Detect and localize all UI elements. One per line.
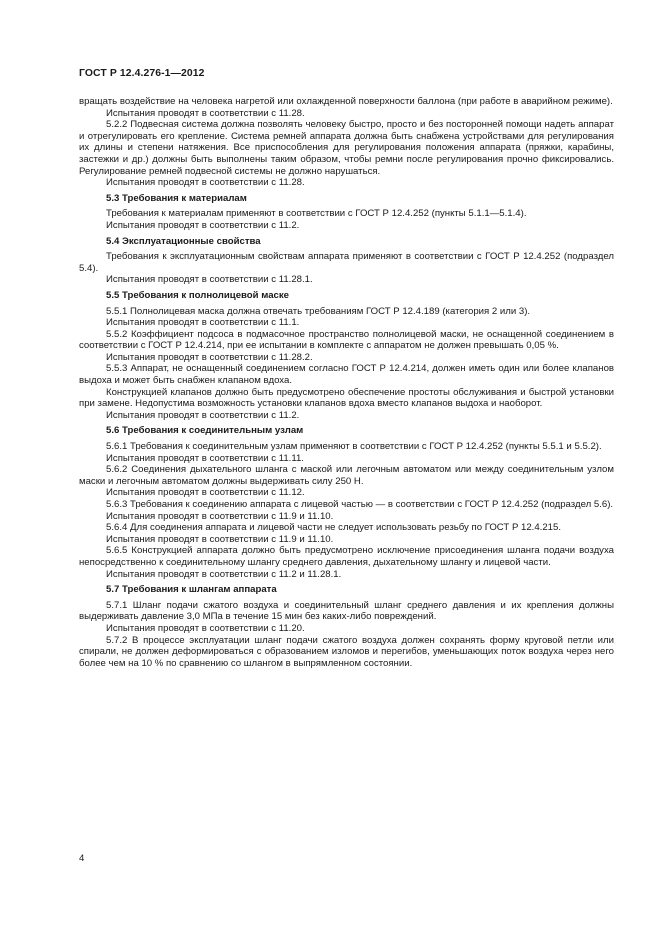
paragraph: 5.6.5 Конструкцией аппарата должно быть предусмотрено исключение присоединения шланга подачи воздуха непосредственно к соединительному шлангу среднего давления, дыхательному шлангу и лицевой части. [79,545,614,568]
section-heading: 5.3 Требования к материалам [106,192,247,204]
paragraph: 5.5.2 Коэффициент подсоса в подмасочное пространство полнолицевой маски, не оснащенной соединением в соответствии с ГОСТ Р 12.4.214, при ее испытании в комплекте с аппаратом не должен превышать 0,05 %. [79,328,614,352]
paragraph: Испытания проводят в соответствии с 11.2. [106,219,300,231]
paragraph: Испытания проводят в соответствии с 11.1. [106,317,300,329]
paragraph: Требования к эксплуатационным свойствам аппарата применяют в соответствии с ГОСТ Р 12.4.252 (подраздел 5.4). [79,251,614,274]
paragraph: 5.2.2 Подвесная система должна позволять человеку быстро, просто и без посторонней помощи надеть аппарат и отрегулировать его крепление. Система ремней аппарата должна быть снабжена устройствами для регулирования их длины и степени натяжения. Все приспособления для регулирования положения аппарата (пряжки, карабины, застежки и др.) должны быть выполнены таким образом, чтобы ремни после регулирования прочно фиксировались. Регулирование ремней подвесной системы не должно нарушаться. [79,119,614,177]
paragraph: 5.6.2 Соединения дыхательного шланга с маской или легочным автоматом или между соединительным узлом маски и легочным автоматом должны выдерживать силу 250 Н. [79,464,614,487]
paragraph: 5.7.1 Шланг подачи сжатого воздуха и соединительный шланг среднего давления и их крепления должны выдерживать давление 3,0 МПа в течение 15 мин без каких-либо повреждений. [79,599,614,623]
standard-header: ГОСТ Р 12.4.276-1—2012 [79,68,205,79]
paragraph: Испытания проводят в соответствии с 11.28.2. [106,351,313,363]
paragraph: 5.7.2 В процессе эксплуатации шланг подачи сжатого воздуха должен сохранять форму круговой петли или спирали, не должен деформироваться с образованием изломов и перегибов, уменьшающих поток воздуха через него более чем на 10 % по сравнению со шлангом в выпрямленном состоянии. [79,634,614,669]
section-heading: 5.6 Требования к соединительным узлам [106,425,304,437]
section-heading: 5.4 Эксплуатационные свойства [106,235,261,247]
paragraph: 5.6.1 Требования к соединительным узлам применяют в соответствии с ГОСТ Р 12.4.252 (пункты 5.5.1 и 5.5.2). [106,441,602,453]
section-heading: 5.7 Требования к шлангам аппарата [106,584,277,596]
section-heading: 5.5 Требования к полнолицевой маске [106,289,290,301]
paragraph: 5.5.3 Аппарат, не оснащенный соединением согласно ГОСТ Р 12.4.214, должен иметь один или более клапанов выдоха и может быть снабжен клапаном вдоха. [79,363,614,387]
paragraph: Испытания проводят в соответствии с 11.11. [106,452,304,464]
paragraph: 5.6.3 Требования к соединению аппарата с лицевой частью — в соответствии с ГОСТ Р 12.4.252 (подраздел 5.6). [106,499,614,510]
paragraph: Требования к материалам применяют в соответствии с ГОСТ Р 12.4.252 (пункты 5.1.1—5.1.4). [106,208,527,220]
paragraph: Испытания проводят в соответствии с 11.2 и 11.28.1. [106,568,342,580]
document-body [79,96,614,669]
paragraph: 5.6.4 Для соединения аппарата и лицевой части не следует использовать резьбу по ГОСТ Р 12.4.215. [106,522,562,534]
paragraph: Испытания проводят в соответствии с 11.28. [106,177,305,189]
paragraph: Испытания проводят в соответствии с 11.2. [106,409,300,421]
paragraph: 5.5.1 Полнолицевая маска должна отвечать требованиям ГОСТ Р 12.4.189 (категория 2 или 3). [106,305,531,317]
paragraph: Испытания проводят в соответствии с 11.28.1. [106,274,313,286]
paragraph: Испытания проводят в соответствии с 11.28. [106,107,305,119]
paragraph: Испытания проводят в соответствии с 11.9 и 11.10. [106,533,334,545]
paragraph: Испытания проводят в соответствии с 11.20. [106,622,305,634]
paragraph: Испытания проводят в соответствии с 11.12. [106,487,305,499]
paragraph: вращать воздействие на человека нагретой или охлажденной поверхности баллона (при работе в аварийном режиме). [79,96,613,107]
paragraph: Испытания проводят в соответствии с 11.9 и 11.10. [106,510,334,522]
page-number: 4 [79,853,85,864]
paragraph: Конструкцией клапанов должно быть предусмотрено обеспечение простоты обслуживания и быстрой установки при замене. Недопустима возможность установки клапанов вдоха вместо клапанов выдоха и наоборот. [79,386,614,410]
